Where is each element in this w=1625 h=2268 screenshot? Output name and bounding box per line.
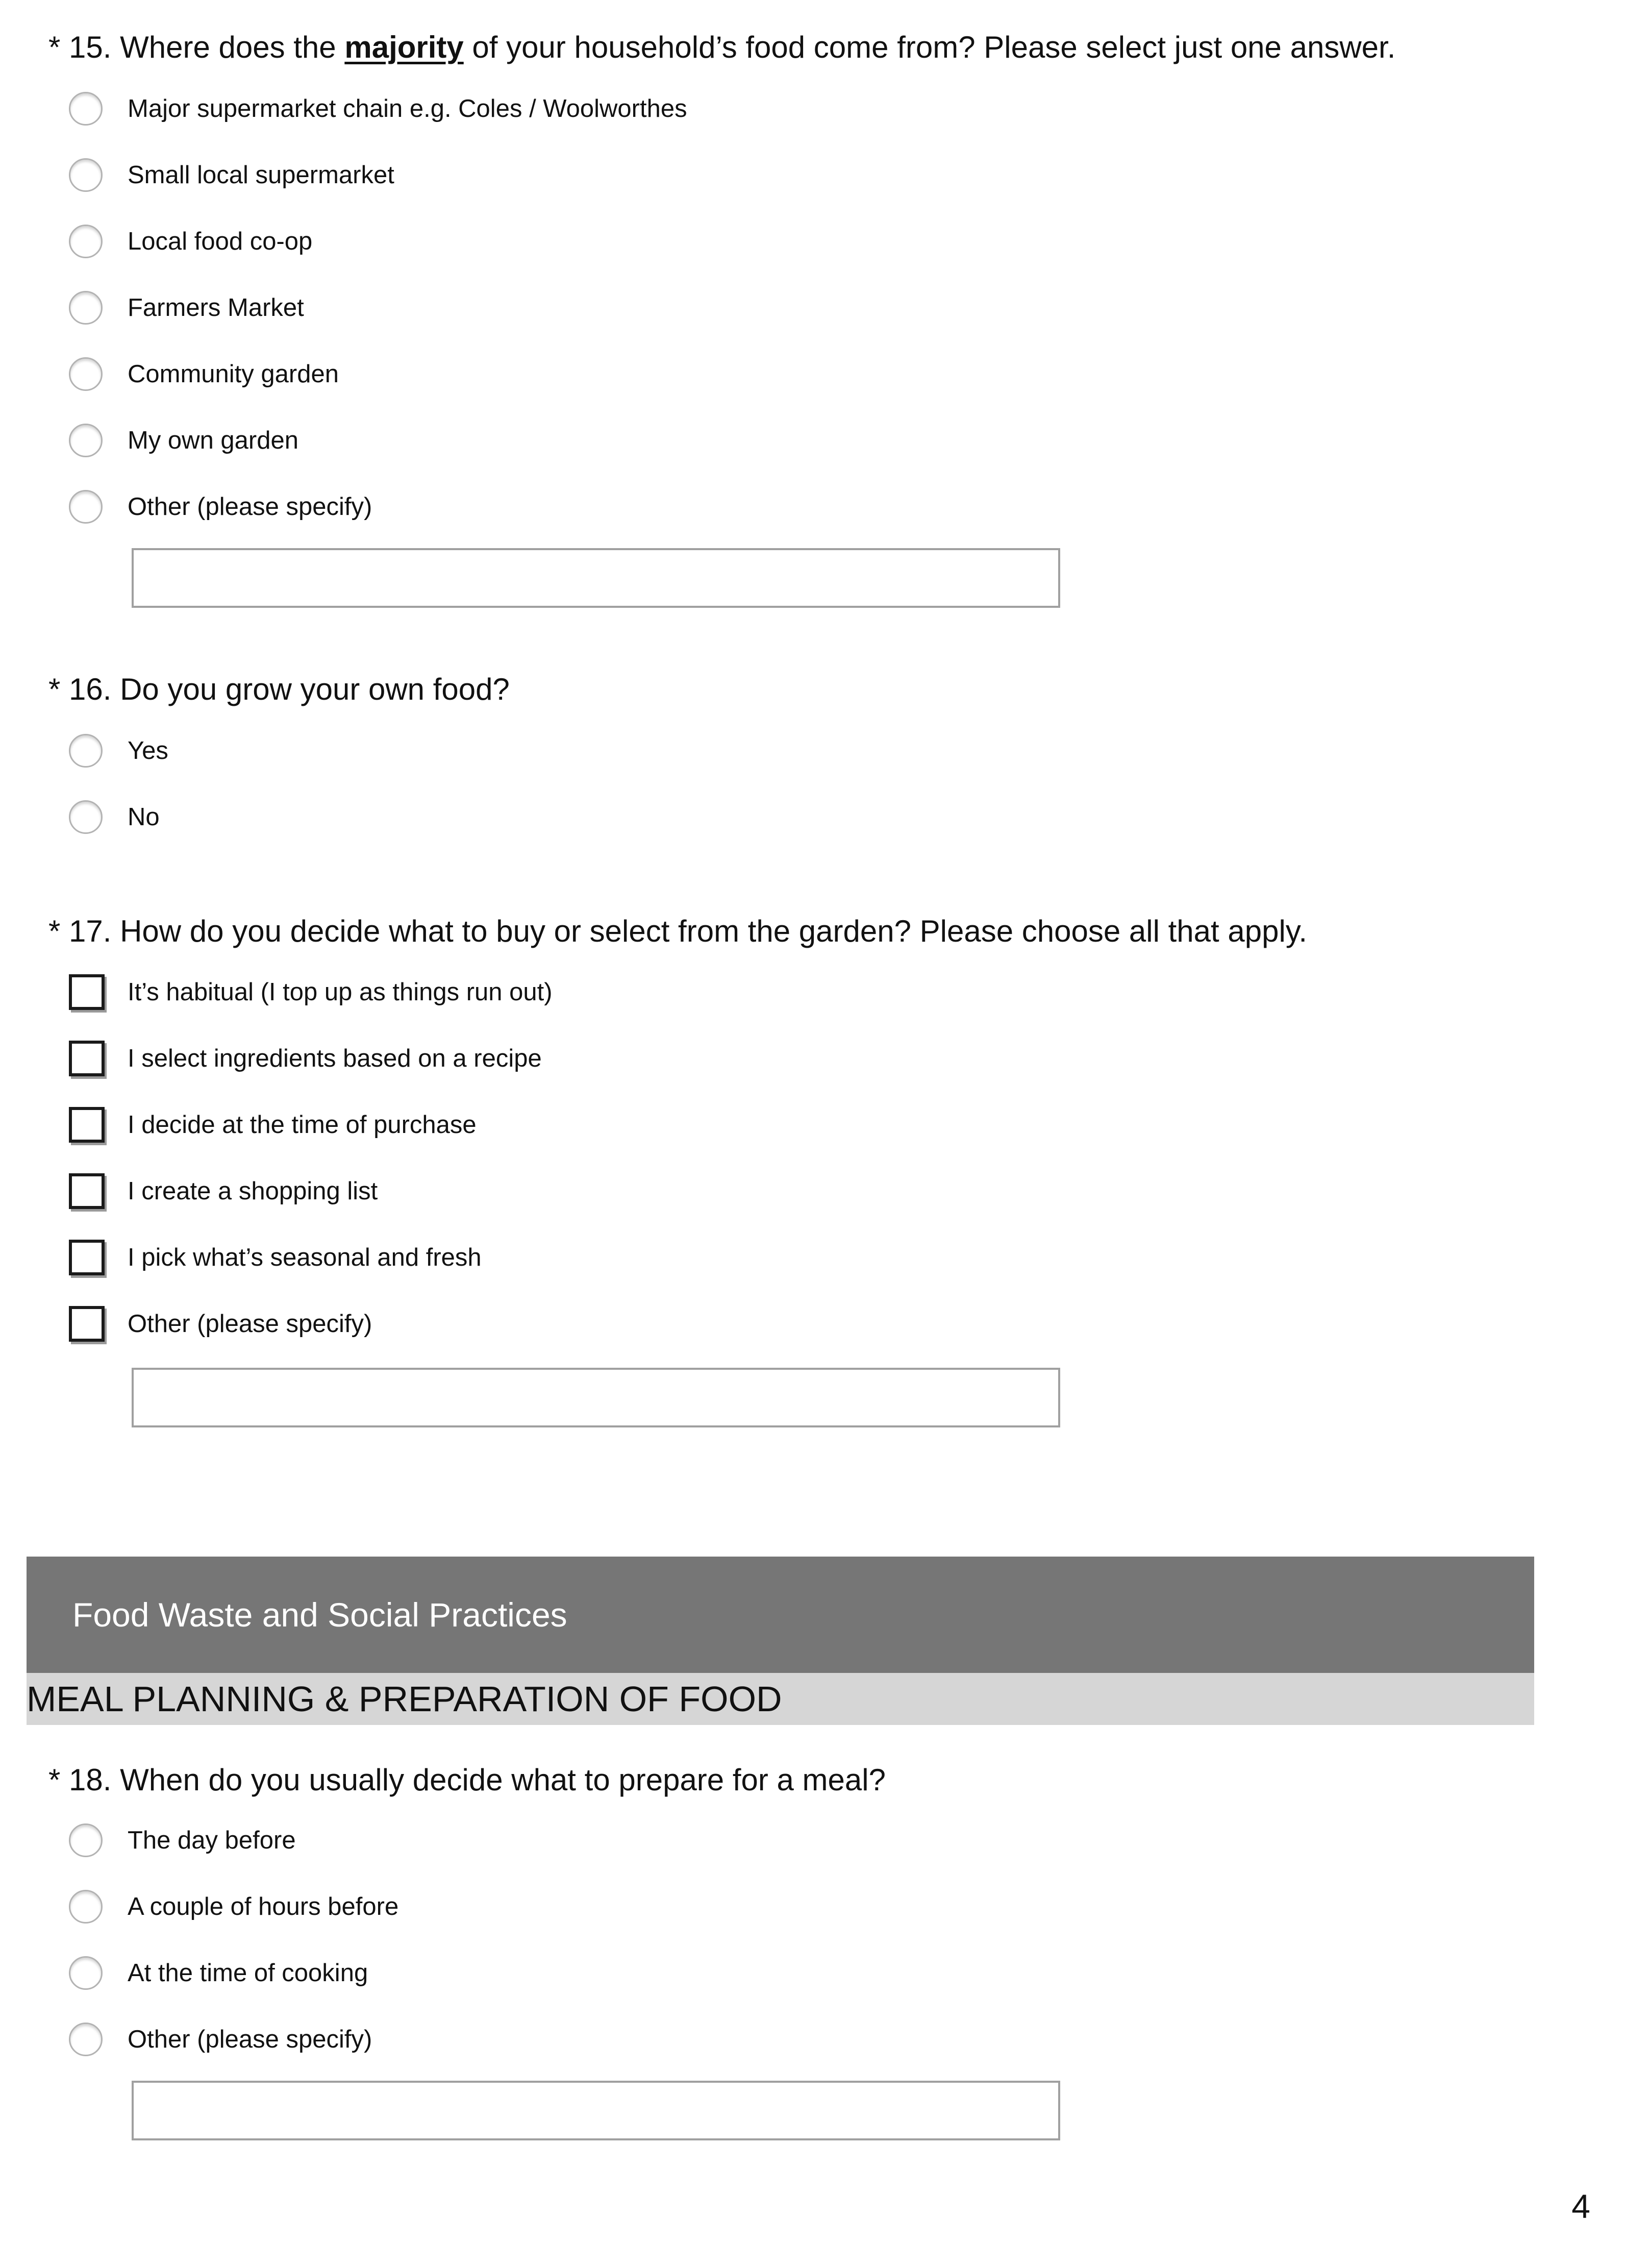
- q15-option-major-supermarket[interactable]: [69, 88, 687, 129]
- checkbox[interactable]: [69, 1041, 105, 1076]
- subsection-title: MEAL PLANNING & PREPARATION OF FOOD: [27, 1679, 782, 1719]
- checkbox[interactable]: [69, 1306, 105, 1342]
- checkbox[interactable]: [69, 1107, 105, 1143]
- subsection-header: [27, 1673, 1534, 1725]
- q15-title: [48, 30, 1395, 65]
- checkbox[interactable]: [69, 1240, 105, 1275]
- checkbox[interactable]: [69, 974, 105, 1010]
- q15-option-other[interactable]: [69, 486, 372, 527]
- q16-option-label: Yes: [128, 737, 168, 765]
- q15-option-label: Other (please specify): [128, 493, 372, 521]
- q15-title-suffix: of your household’s food come from? Please select just one answer.: [463, 30, 1396, 64]
- q15-other-text-input[interactable]: [132, 548, 1060, 608]
- q17-option-label: I create a shopping list: [128, 1177, 378, 1205]
- q18-option-label: The day before: [128, 1827, 296, 1854]
- q17-option-recipe[interactable]: [69, 1038, 542, 1079]
- q17-title: * 17. How do you decide what to buy or select from the garden? Please choose all that apply.: [48, 914, 1308, 948]
- q15-option-small-local-supermarket[interactable]: [69, 155, 394, 195]
- q17-option-habitual[interactable]: [69, 972, 553, 1013]
- radio-button[interactable]: [69, 92, 103, 126]
- q17-other-text-input[interactable]: [132, 1368, 1060, 1427]
- radio-button[interactable]: [69, 1823, 103, 1857]
- q15-option-label: Major supermarket chain e.g. Coles / Woolworthes: [128, 95, 687, 122]
- radio-button[interactable]: [69, 357, 103, 391]
- q17-option-other[interactable]: [69, 1303, 372, 1344]
- q15-option-label: Community garden: [128, 360, 339, 388]
- q17-option-seasonal-fresh[interactable]: [69, 1237, 482, 1278]
- q15-title-prefix: * 15. Where does the: [48, 30, 345, 64]
- q17-option-label: I pick what’s seasonal and fresh: [128, 1244, 482, 1271]
- radio-button[interactable]: [69, 225, 103, 258]
- radio-button[interactable]: [69, 158, 103, 192]
- q18-option-label: A couple of hours before: [128, 1893, 399, 1920]
- q15-option-label: Farmers Market: [128, 294, 304, 322]
- q15-option-my-own-garden[interactable]: [69, 420, 299, 461]
- q16-option-label: No: [128, 803, 160, 831]
- q17-option-label: I select ingredients based on a recipe: [128, 1045, 542, 1072]
- radio-button[interactable]: [69, 800, 103, 834]
- q18-title: * 18. When do you usually decide what to prepare for a meal?: [48, 1763, 886, 1797]
- radio-button[interactable]: [69, 2023, 103, 2056]
- page-number: 4: [1571, 2187, 1590, 2225]
- q16-option-yes[interactable]: [69, 730, 168, 771]
- radio-button[interactable]: [69, 490, 103, 524]
- q16-title: * 16. Do you grow your own food?: [48, 672, 510, 706]
- radio-button[interactable]: [69, 1956, 103, 1990]
- q15-title-emphasis: majority: [344, 30, 464, 64]
- q18-option-time-of-cooking[interactable]: [69, 1953, 368, 1993]
- section-header: [27, 1557, 1534, 1673]
- q18-option-label: Other (please specify): [128, 2026, 372, 2053]
- q17-option-label: Other (please specify): [128, 1310, 372, 1338]
- q18-option-couple-hours-before[interactable]: [69, 1886, 399, 1927]
- q17-option-shopping-list[interactable]: [69, 1171, 378, 1212]
- q15-option-community-garden[interactable]: [69, 354, 339, 395]
- q18-option-day-before[interactable]: [69, 1820, 296, 1861]
- q17-option-label: It’s habitual (I top up as things run out): [128, 978, 553, 1006]
- q17-option-time-of-purchase[interactable]: [69, 1104, 477, 1145]
- checkbox[interactable]: [69, 1173, 105, 1209]
- q16-option-no[interactable]: [69, 797, 160, 837]
- q15-option-label: Small local supermarket: [128, 161, 394, 189]
- section-title: Food Waste and Social Practices: [72, 1596, 567, 1634]
- q15-option-label: My own garden: [128, 427, 299, 454]
- q15-option-farmers-market[interactable]: [69, 287, 304, 328]
- radio-button[interactable]: [69, 291, 103, 325]
- q18-other-text-input[interactable]: [132, 2081, 1060, 2140]
- radio-button[interactable]: [69, 424, 103, 457]
- q18-option-label: At the time of cooking: [128, 1959, 368, 1987]
- q17-option-label: I decide at the time of purchase: [128, 1111, 477, 1139]
- q15-option-label: Local food co-op: [128, 228, 313, 255]
- q15-option-local-food-coop[interactable]: [69, 221, 313, 262]
- radio-button[interactable]: [69, 734, 103, 768]
- radio-button[interactable]: [69, 1890, 103, 1924]
- q18-option-other[interactable]: [69, 2019, 372, 2060]
